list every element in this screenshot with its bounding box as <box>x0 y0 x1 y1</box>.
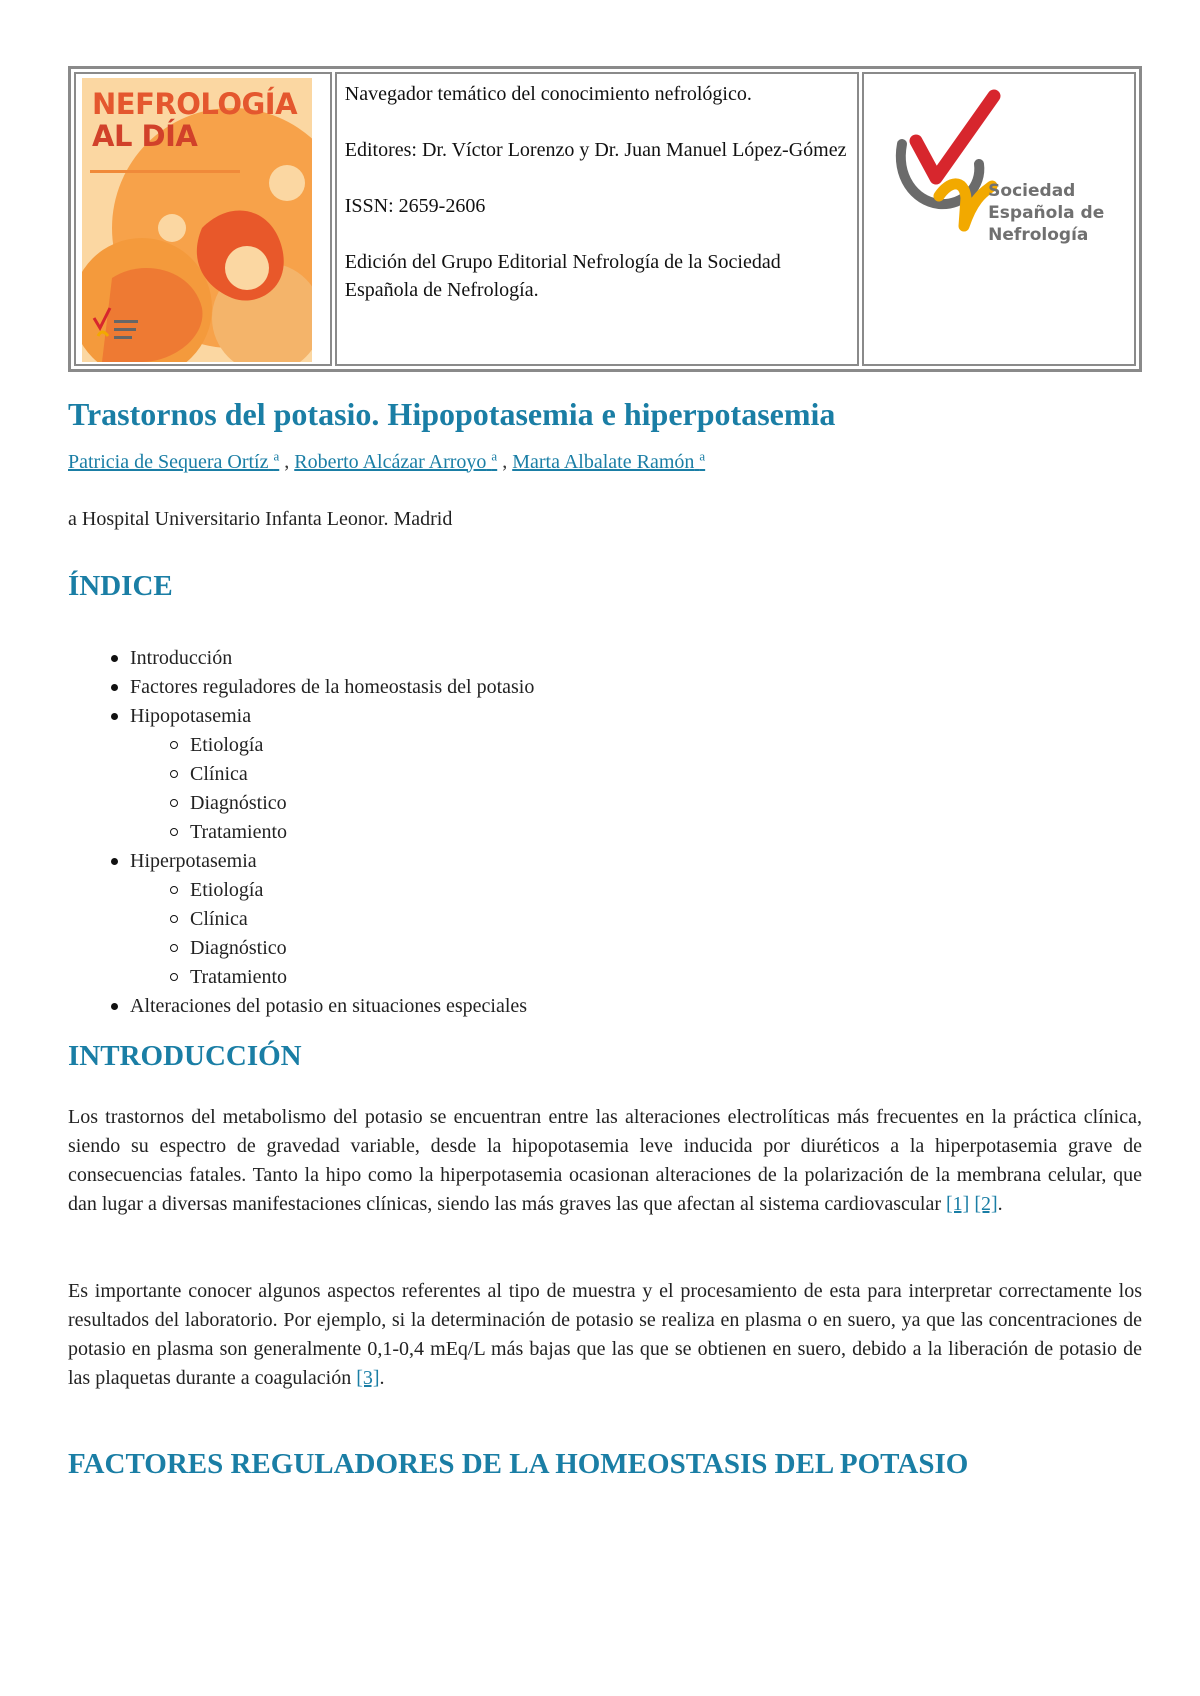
toc-item[interactable]: Alteraciones del potasio en situaciones especiales <box>68 992 534 1021</box>
journal-editors: Editores: Dr. Víctor Lorenzo y Dr. Juan Manuel López-Gómez <box>344 139 847 161</box>
author-link-3[interactable]: Marta Albalate Ramón $^a$ <box>512 448 706 473</box>
toc-item[interactable]: Factores reguladores de la homeostasis del potasio <box>68 673 534 702</box>
cover-title <box>92 88 297 152</box>
author-link-2[interactable]: Roberto Alcázar Arroyo $^a$ <box>294 448 498 473</box>
section-heading-factores: FACTORES REGULADORES DE LA HOMEOSTASIS DEL POTASIO <box>68 1448 969 1480</box>
toc-subitem[interactable]: Diagnóstico <box>68 789 534 818</box>
journal-cover-image <box>82 78 312 362</box>
reference-link-2[interactable]: [2] <box>974 1193 998 1215</box>
toc-subitem[interactable]: Tratamiento <box>68 963 534 992</box>
info-cell <box>335 72 859 366</box>
society-logo <box>864 74 1124 364</box>
toc-subitem[interactable]: Tratamiento <box>68 818 534 847</box>
intro-paragraph-1: Los trastornos del metabolismo del potasio se encuentran entre las alteraciones electrolíticas más frecuentes en la práctica clínica, siendo su espectro de gravedad variable, desde la hipopotasemia leve inducida por diuréticos a la hiperpotasemia grave de consecuencias fatales. Tanto la hipo como la hiperpotasemia ocasionan alteraciones de la polarización de la membrana celular, que dan lugar a diversas manifestaciones clínicas, siendo las más graves las que afectan al sistema cardiovascular [1] [2]. <box>68 1106 1142 1215</box>
toc-item[interactable]: Hiperpotasemia <box>68 847 534 876</box>
reference-link-1[interactable]: [1] <box>946 1193 970 1215</box>
society-logo-line3: Nefrología <box>988 225 1089 245</box>
author-list: Patricia de Sequera Ortíz $^a$ , Roberto Alcázar Arroyo $^a$ , Marta Albalate Ramón $^a$ <box>68 448 706 473</box>
cover-title-line1: NEFROLOGÍA <box>92 87 298 121</box>
toc-item[interactable]: Hipopotasemia <box>68 702 534 731</box>
toc-subitem[interactable]: Etiología <box>68 731 534 760</box>
table-of-contents <box>68 644 534 1021</box>
toc-subitem[interactable]: Etiología <box>68 876 534 905</box>
toc-subitem[interactable]: Clínica <box>68 760 534 789</box>
toc-item[interactable]: Introducción <box>68 644 534 673</box>
journal-info <box>337 74 857 310</box>
intro-heading: INTRODUCCIÓN <box>68 1040 302 1072</box>
toc-subitem[interactable]: Clínica <box>68 905 534 934</box>
header-table <box>68 66 1142 372</box>
journal-issn: ISSN: 2659-2606 <box>344 195 486 217</box>
logo-cell <box>862 72 1136 366</box>
author-link-1[interactable]: Patricia de Sequera Ortíz $^a$ <box>68 448 280 473</box>
journal-edition: Edición del Grupo Editorial Nefrología de la Sociedad Española de Nefrología. <box>344 251 781 301</box>
affiliation: a Hospital Universitario Infanta Leonor. Madrid <box>68 508 453 530</box>
toc-subitem[interactable]: Diagnóstico <box>68 934 534 963</box>
society-logo-line1: Sociedad <box>988 181 1076 201</box>
article-title: Trastornos del potasio. Hipopotasemia e hiperpotasemia <box>68 396 836 432</box>
cover-cell <box>74 72 332 366</box>
intro-paragraph-2: Es importante conocer algunos aspectos referentes al tipo de muestra y el procesamiento de esta para interpretar correctamente los resultados del laboratorio. Por ejemplo, si la determinación de potasio se realiza en plasma o en suero, ya que las concentraciones de potasio en plasma son generalmente 0,1-0,4 mEq/L más bajas que las que se obtienen en suero, debido a la liberación de potasio de las plaquetas durante a coagulación [3]. <box>68 1280 1142 1389</box>
society-logo-text <box>988 180 1104 246</box>
toc-heading: ÍNDICE <box>68 570 173 602</box>
cover-title-line2: AL DÍA <box>92 119 198 153</box>
reference-link-3[interactable]: [3] <box>356 1367 380 1389</box>
society-logo-line2: Española de <box>988 203 1105 223</box>
journal-description: Navegador temático del conocimiento nefrológico. <box>344 83 752 105</box>
